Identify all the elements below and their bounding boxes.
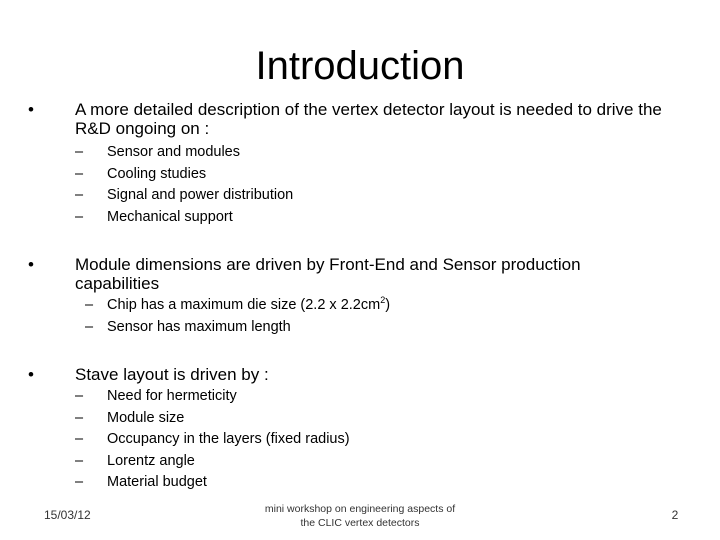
- footer-event-line: mini workshop on engineering aspects of: [264, 503, 456, 515]
- bullet-text: Stave layout is driven by :: [75, 365, 269, 384]
- dash-icon: –: [75, 165, 84, 182]
- slide-title: Introduction: [255, 44, 465, 88]
- bullet-dot-icon: •: [28, 365, 34, 384]
- sublist-text: Signal and power distribution: [107, 187, 294, 203]
- bullet-dot-icon: •: [28, 100, 34, 119]
- sublist-text: Material budget: [107, 474, 207, 490]
- footer-event-line: the CLIC vertex detectors: [300, 517, 420, 529]
- bullet-dot-icon: •: [28, 255, 34, 274]
- sublist-text: Need for hermeticity: [107, 388, 237, 404]
- sublist-text: Lorentz angle: [107, 452, 195, 469]
- footer-date: 15/03/12: [44, 508, 91, 522]
- bullet-item: [28, 365, 668, 384]
- sublist-text-tail: ): [385, 297, 391, 313]
- sublist-text: Mechanical support: [107, 208, 233, 225]
- bullet-item: [28, 100, 668, 138]
- sublist-text: Occupancy in the layers (fixed radius): [107, 431, 350, 447]
- dash-icon: –: [75, 452, 84, 469]
- dash-icon: –: [75, 187, 84, 203]
- sublist-text: Module size: [107, 409, 185, 426]
- dash-icon: –: [85, 297, 94, 313]
- page-number: 2: [671, 508, 679, 522]
- bullet-text: A more detailed description of the vertex detector layout is needed to drive the R&D ongoing on :: [75, 100, 662, 138]
- sublist-text: Cooling studies: [107, 165, 207, 182]
- bullet-text: Module dimensions are driven by Front-End and Sensor production capabilities: [75, 255, 581, 293]
- sublist-text-main: Chip has a maximum die size (2.2 x 2.2cm: [107, 297, 381, 313]
- dash-icon: –: [75, 431, 84, 447]
- bullet-item: [28, 255, 648, 293]
- superscript: 2: [380, 295, 386, 306]
- footer-event: [250, 502, 470, 530]
- dash-icon: –: [85, 318, 94, 335]
- sublist-text: Sensor and modules: [107, 144, 240, 160]
- dash-icon: –: [75, 409, 84, 426]
- dash-icon: –: [75, 144, 84, 160]
- dash-icon: –: [75, 474, 84, 490]
- sublist-text: Sensor has maximum length: [107, 318, 291, 335]
- sublist-text: [107, 295, 390, 317]
- dash-icon: –: [75, 208, 84, 225]
- dash-icon: –: [75, 388, 84, 404]
